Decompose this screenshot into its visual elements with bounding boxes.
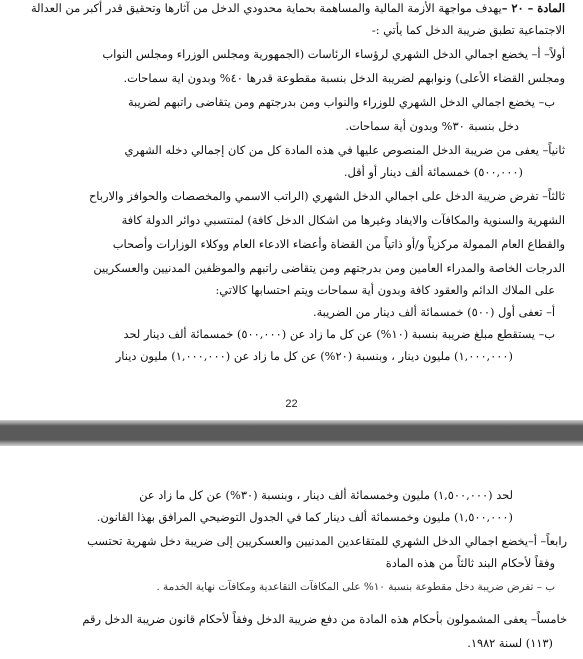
clause-third-b-line-2: (١,٠٠٠,٠٠٠) مليون دينار ، وبنسبة (٢٠%) عن كل ما زاد عن (١,٠٠٠,٠٠٠) مليون دينار	[115, 349, 513, 363]
clause-first-a-line-1: أولاً– أ– يخضع اجمالي الدخل الشهري لرؤساء الرئاسات (الجمهورية ومجلس الوزراء ومجلس النواب	[102, 47, 565, 61]
clause-third-b-line-4: (١,٥٠٠,٠٠٠) مليون وخمسمائة ألف دينار كما في الجدول التوضيحي المرافق بهذا القانون.	[96, 510, 513, 524]
clause-third-b-line-3: لحد (١,٥٠٠,٠٠٠) مليون وخمسمائة ألف دينار ، وبنسبة (٣٠%) عن كل ما زاد عن	[139, 488, 513, 502]
text-line: الاجتماعية تطبق ضريبة الدخل كما يأتي :-	[371, 23, 565, 37]
clause-fourth-a-line-2: وفقاً لأحكام البند ثالثاً من هذه المادة	[385, 556, 555, 570]
clause-fourth-b: ب – تفرض ضريبة دخل مقطوعة بنسبة ١٠% على المكافآت التقاعدية ومكافآت نهاية الخدمة .	[156, 581, 555, 593]
clause-second-line-2: (٥٠٠,٠٠٠) خمسمائة ألف دينار أو أقل.	[343, 165, 523, 179]
article-heading: المادة – ٢٠ –	[501, 1, 565, 15]
clause-fourth-a-line-1: رابعاً– أ–يخضع اجمالي الدخل الشهري للمتقاعدين المدنيين والعسكريين إلى ضريبة دخل شهرية تحتسب	[87, 534, 567, 548]
clause-third-line-4: الدرجات الخاصة والمدراء العامين ومن بدرجتهم ومن يتقاضى راتبهم والموظفين المدنيين والعسكريين	[93, 261, 565, 275]
clause-fifth-line-1: خامساً– يعفى المشمولون بأحكام هذه المادة من دفع ضريبة الدخل وفقاً لأحكام قانون ضريبة الدخل رقم	[82, 612, 567, 626]
document-page-lower	[0, 446, 583, 659]
clause-third-line-1: ثالثاً– تفرض ضريبة الدخل على اجمالي الدخل الشهري (الراتب الاسمي والمخصصات والحوافز والارباح	[88, 189, 565, 203]
clause-third-line-2: الشهرية والسنوية والمكافآت والايفاد وغيرها من اشكال الدخل كافة) لمنتسبي دوائر الدولة كافة	[121, 213, 565, 227]
page-separator	[0, 420, 583, 446]
clause-third-line-3: والقطاع العام الممولة مركزياً و/أو ذاتياً من القضاة وأعضاء الادعاء العام ووكلاء الوزارات وأصحاب	[112, 237, 565, 251]
clause-third-a: أ– تعفى أول (٥٠٠) خمسمائة ألف دينار من الضريبة.	[312, 305, 555, 319]
clause-first-b-line-2: دخل بنسبة ٣٠% وبدون أية سماحات.	[345, 119, 519, 133]
clause-first-b-line-1: ب– يخضع اجمالي الدخل الشهري للوزراء والنواب ومن بدرجتهم ومن يتقاضى راتبهم لضريبة	[127, 95, 555, 109]
article-20-line-1	[31, 1, 565, 15]
clause-first-a-line-2: ومجلس القضاء الأعلى) ونوابهم لضريبة الدخل بنسبة مقطوعة قدرها ٤٠% وبدون اية سماحات.	[123, 71, 565, 85]
clause-fifth-line-2: (١١٣) لسنة ١٩٨٢.	[467, 636, 553, 650]
clause-third-line-5: على الملاك الدائم والعقود كافة وبدون أية سماحات ويتم احتسابها كالاتي:	[215, 283, 555, 297]
clause-second-line-1: ثانياً– يعفى من ضريبة الدخل المنصوص عليها في هذه المادة كل من كان إجمالي دخله الشهري	[124, 143, 565, 157]
page-number: 22	[285, 398, 298, 410]
clause-third-b-line-1: ب– يستقطع مبلغ ضريبة بنسبة (١٠%) عن كل ما زاد عن (٥٠٠,٠٠٠) خمسمائة ألف دينار لحد	[123, 327, 555, 341]
article-intro-text: يهدف مواجهة الأزمة المالية والمساهمة بحماية محدودي الدخل من آثارها وتحقيق قدر أكبر من العدالة	[30, 1, 502, 15]
